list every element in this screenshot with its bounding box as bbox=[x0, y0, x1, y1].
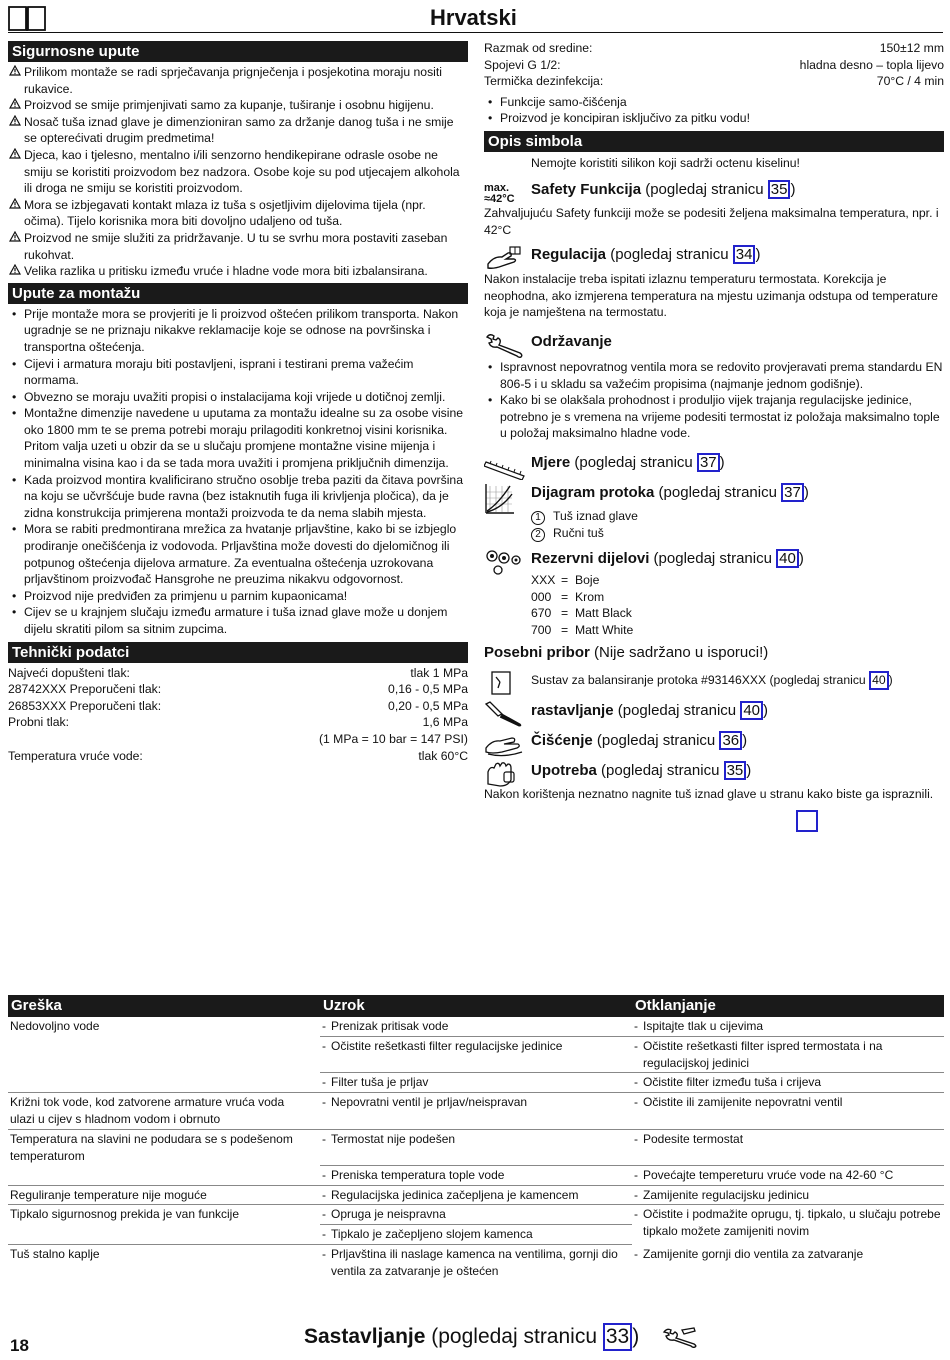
tech-row bbox=[8, 714, 468, 731]
tech-value: 1,6 MPa bbox=[422, 715, 468, 730]
title-divider bbox=[8, 32, 943, 33]
tech-label: Spojevi G 1/2: bbox=[484, 57, 561, 72]
tech-row bbox=[484, 40, 944, 57]
tech-row bbox=[8, 681, 468, 698]
maintenance-item: • Ispravnost nepovratnog ventila mora se redovito provjeravati prema standardu EN 806-5 i u skladu sa važećim propisima (najmanje jednom godišnje). bbox=[484, 359, 944, 392]
ref-text: (pogledaj stranicu bbox=[653, 549, 772, 567]
color-item bbox=[531, 622, 944, 639]
max-temp: ≈42°C bbox=[484, 192, 515, 205]
tech-table bbox=[8, 665, 468, 765]
ruler-icon bbox=[484, 452, 526, 480]
tech-value: 0,20 - 0,5 MPa bbox=[388, 698, 468, 713]
flow-diagram-icon bbox=[484, 482, 526, 516]
mounting-list bbox=[8, 306, 468, 638]
safety-text: Prilikom montaže se radi sprječavanja prignječenja i posjekotina moraju nositi rukavice. bbox=[24, 65, 442, 96]
mounting-heading: Upute za montažu bbox=[8, 283, 468, 304]
symbol-maintenance bbox=[484, 331, 944, 353]
color-list bbox=[531, 572, 944, 638]
fix-cell bbox=[632, 1245, 944, 1281]
warning-icon bbox=[9, 231, 21, 242]
fix-text: - Zamijenite regulacijsku jedinicu bbox=[634, 1187, 942, 1204]
cause-text: - Regulacijska jedinica začepljena je kamencem bbox=[322, 1187, 630, 1204]
cause-cell bbox=[320, 1165, 632, 1185]
cause-text: - Filter tuša je prljav bbox=[322, 1074, 630, 1091]
cause-text: - Termostat nije podešen bbox=[322, 1131, 630, 1148]
left-column bbox=[8, 41, 468, 764]
tech-label: Termička dezinfekcija: bbox=[484, 74, 604, 89]
cause-text: - Nepovratni ventil je prljav/neispravan bbox=[322, 1094, 630, 1111]
equals-sign: = bbox=[561, 572, 569, 587]
safety-item bbox=[8, 230, 468, 263]
fix-text: - Ispitajte tlak u cijevima bbox=[634, 1018, 942, 1035]
safety-text: Proizvod ne smije služiti za pridržavanje. U tu se svrhu mora postaviti zaseban rukohvat. bbox=[24, 230, 448, 262]
flow-balancer-icon bbox=[484, 668, 526, 696]
symbol-regulation bbox=[484, 244, 944, 266]
cause-cell bbox=[320, 1185, 632, 1205]
tech-label: Razmak od sredine: bbox=[484, 41, 593, 55]
safety-item bbox=[8, 114, 468, 147]
cause-cell bbox=[320, 1205, 632, 1225]
manual-book-icon bbox=[8, 6, 46, 32]
special-item-desc: Sustav za balansiranje protoka #93146XXX (pogledaj stranicu bbox=[531, 673, 866, 688]
page-title: Hrvatski bbox=[430, 5, 517, 30]
maintenance-item: • Kako bi se olakšala prohodnost i produljio vijek trajanja regulacijske jedinice, potrebno je s vremena na vrijeme podesiti termostat iz položaja maksimalno tople u položaj maksimalno hladne vode. bbox=[484, 392, 944, 442]
fault-cell: Tipkalo sigurnosnog prekida je van funkcije bbox=[10, 1207, 240, 1222]
cause-cell bbox=[320, 1073, 632, 1093]
spare-parts-title-text: Rezervni dijelovi bbox=[531, 549, 650, 567]
table-row bbox=[8, 1185, 944, 1205]
color-name: Boje bbox=[575, 572, 600, 587]
safety-item bbox=[8, 97, 468, 114]
legend-number: 1 bbox=[531, 511, 545, 525]
tech-value: tlak 60°C bbox=[418, 748, 468, 763]
cause-cell bbox=[320, 1225, 632, 1245]
spare-parts-icon bbox=[484, 548, 526, 576]
symbol-silicone bbox=[484, 155, 944, 175]
color-code: XXX bbox=[531, 572, 556, 587]
safety-text: Djeca, kao i tjelesno, mentalno i/ili senzorno hendikepirane odrasle osobe ne smiju se koristiti proizvodom bez nadzora. Osobe koje su pod utjecajem alkohola ili droga ne smiju se koristiti proizvodom. bbox=[24, 147, 460, 196]
page-ref-link[interactable]: 36 bbox=[719, 731, 742, 750]
tech-row bbox=[484, 73, 944, 90]
tech-heading: Tehnički podatci bbox=[8, 642, 468, 663]
table-header-row bbox=[8, 995, 944, 1017]
ref-text: (pogledaj stranicu bbox=[658, 483, 777, 501]
tech-bullet: • Proizvod je koncipiran isključivo za pitku vodu! bbox=[484, 110, 944, 127]
cause-cell bbox=[320, 1129, 632, 1165]
fault-cell: Tuš stalno kaplje bbox=[10, 1247, 100, 1262]
tech-row bbox=[8, 665, 468, 682]
symbol-cleaning bbox=[484, 730, 944, 752]
special-accessories-title bbox=[484, 642, 944, 664]
use-desc: Nakon korištenja neznatno nagnite tuš iznad glave u stranu kako biste ga ispraznili. bbox=[484, 787, 934, 802]
color-item bbox=[531, 589, 944, 606]
right-column bbox=[484, 40, 944, 805]
flow-diagram-title-text: Dijagram protoka bbox=[531, 483, 655, 501]
fix-cell bbox=[632, 1205, 944, 1245]
tech-value: 70°C / 4 min bbox=[876, 74, 944, 89]
fix-text: - Očistite rešetkasti filter ispred termostata i na regulacijskoj jedinici bbox=[634, 1038, 942, 1072]
color-code: 700 bbox=[531, 622, 552, 637]
fault-cell bbox=[8, 1165, 320, 1185]
safety-list bbox=[8, 64, 468, 280]
mounting-item: • Mora se rabiti predmontirana mrežica za hvatanje prljavštine, kako bi se izbjeglo prodiranje onečišćenja iz vodovoda. Prljavština može dovesti do djelomičnog ili potpunog oštećenja dijelova armature. Za eventualna oštećenja uzrokovana prljavštinom proizvođač Hansgrohe ne preuzima nikakvu odgovornost. bbox=[8, 521, 468, 587]
fix-cell bbox=[632, 1017, 944, 1036]
dimensions-title-text: Mjere bbox=[531, 453, 571, 471]
warning-icon bbox=[9, 98, 21, 109]
fault-cell: Reguliranje temperature nije moguće bbox=[8, 1185, 320, 1205]
safety-item bbox=[8, 197, 468, 230]
wrench-icon bbox=[484, 331, 526, 359]
cause-text: - Opruga je neispravna bbox=[322, 1206, 630, 1223]
ref-text: (pogledaj stranicu bbox=[617, 702, 737, 720]
tech-label: Temperatura vruće vode: bbox=[8, 748, 143, 763]
troubleshooting-table bbox=[8, 995, 944, 1281]
assembly-footer: Sastavljanje (pogledaj stranicu 33 ) bbox=[304, 1322, 639, 1352]
page-ref-link[interactable]: 40 bbox=[740, 701, 763, 720]
cause-text: - Preniska temperatura tople vode bbox=[322, 1167, 630, 1184]
flow-diagram-title: Dijagram protoka (pogledaj stranicu 37 ) bbox=[531, 483, 809, 501]
fault-cell bbox=[8, 1036, 320, 1073]
maintenance-title-text: Održavanje bbox=[531, 332, 612, 350]
color-item bbox=[531, 572, 944, 589]
safety-text: Velika razlika u pritisku između vruće i hladne vode mora biti izbalansirana. bbox=[24, 264, 428, 279]
special-note: (Nije sadržano u isporuci!) bbox=[594, 644, 769, 662]
mounting-item: • Cijev se u krajnjem slučaju između armature i tuša iznad glave može u donjem dijelu skratiti pilom sa sitnim zupcima. bbox=[8, 604, 468, 637]
tech-value: tlak 1 MPa bbox=[410, 665, 468, 680]
table-row bbox=[8, 1017, 944, 1036]
tech-row bbox=[8, 748, 468, 765]
tech-value: (1 MPa = 10 bar = 147 PSI) bbox=[318, 731, 468, 746]
tech-value: 0,16 - 0,5 MPa bbox=[388, 682, 468, 697]
color-name: Krom bbox=[575, 589, 605, 604]
ref-text: (pogledaj stranicu bbox=[601, 762, 720, 780]
cleaning-hand-icon bbox=[484, 730, 526, 758]
maintenance-list bbox=[484, 359, 944, 442]
table-row bbox=[8, 1036, 944, 1073]
column-header-fix: Otklanjanje bbox=[632, 995, 944, 1017]
ref-text: (pogledaj stranicu bbox=[574, 453, 693, 471]
cause-cell bbox=[320, 1093, 632, 1130]
disassembly-title: rastavljanje (pogledaj stranicu 40 ) bbox=[531, 702, 768, 720]
safety-text: Proizvod se smije primjenjivati samo za kupanje, tuširanje i osobnu higijenu. bbox=[24, 98, 434, 113]
page-ref-link[interactable]: 34 bbox=[733, 245, 756, 264]
cause-text: - Tipkalo je začepljeno slojem kamenca bbox=[322, 1226, 630, 1243]
page-ref-link[interactable]: 35 bbox=[724, 761, 747, 780]
symbol-dimensions bbox=[484, 452, 944, 474]
legend-number: 2 bbox=[531, 528, 545, 542]
fault-cell: Temperatura na slavini ne podudara se s podešenom temperaturom bbox=[10, 1131, 293, 1163]
legend-label: Tuš iznad glave bbox=[553, 508, 638, 523]
table-row bbox=[8, 1205, 944, 1225]
column-header-cause: Uzrok bbox=[320, 995, 632, 1017]
legend-item bbox=[531, 508, 944, 525]
fix-text: - Očistite i podmažite oprugu, tj. tipkalo, u slučaju potrebe tipkalo možete zamijeniti novim bbox=[634, 1206, 942, 1240]
disassembly-title-text: rastavljanje bbox=[531, 702, 614, 720]
special-item-text: Sustav za balansiranje protoka #93146XXX (pogledaj stranicu 40 ) bbox=[531, 668, 944, 690]
safety-item bbox=[8, 64, 468, 97]
tech-value: hladna desno – topla lijevo bbox=[799, 57, 944, 72]
mounting-item: • Proizvod nije predviđen za primjenu u parnim kupaonicama! bbox=[8, 588, 468, 605]
cause-text: - Očistite rešetkasti filter regulacijske jedinice bbox=[322, 1038, 630, 1055]
fix-cell bbox=[632, 1036, 944, 1073]
warning-icon bbox=[9, 65, 21, 76]
cause-cell bbox=[320, 1036, 632, 1073]
cause-text: - Prljavština ili naslage kamenca na ventilima, gornji dio ventila za zatvaranje je oštećen bbox=[322, 1246, 630, 1280]
fix-text: - Očistite ili zamijenite nepovratni ventil bbox=[634, 1094, 942, 1111]
cleaning-title: Čišćenje (pogledaj stranicu 36 ) bbox=[531, 732, 748, 750]
use-title: Upotreba (pogledaj stranicu 35 ) bbox=[531, 762, 752, 780]
column-header-fault: Greška bbox=[8, 995, 320, 1017]
safety-item bbox=[8, 147, 468, 197]
safety-title: Safety Funkcija (pogledaj stranicu 35 ) bbox=[531, 180, 796, 198]
fault-cell bbox=[8, 1225, 320, 1245]
spare-parts-title: Rezervni dijelovi (pogledaj stranicu 40 ) bbox=[531, 549, 804, 567]
table-row bbox=[8, 1245, 944, 1281]
tech-label: 28742XXX Preporučeni tlak: bbox=[8, 682, 162, 697]
use-title-text: Upotreba bbox=[531, 762, 597, 780]
special-item bbox=[484, 668, 944, 698]
mounting-item: • Cijevi i armatura moraju biti postavljeni, isprani i testirani prema važećim normama. bbox=[8, 356, 468, 389]
warning-icon bbox=[9, 264, 21, 275]
tech-bullet: • Funkcije samo-čišćenja bbox=[484, 94, 944, 111]
fault-cell: Nedovoljno vode bbox=[10, 1019, 100, 1033]
ref-text: (pogledaj stranicu bbox=[645, 180, 764, 198]
regulation-title-text: Regulacija bbox=[531, 246, 607, 264]
mounting-item: • Obvezno se moraju uvažiti propisi o instalacijama koji vrijede u dotičnoj zemlji. bbox=[8, 389, 468, 406]
color-code: 000 bbox=[531, 589, 552, 604]
max-temperature-icon bbox=[484, 183, 526, 211]
page-ref-link[interactable]: 40 bbox=[776, 549, 799, 568]
symbol-disassembly bbox=[484, 700, 944, 722]
warning-icon bbox=[9, 148, 21, 159]
table-row bbox=[8, 1129, 944, 1165]
mounting-item: • Montažne dimenzije navedene u uputama za montažu idealne su za osobe visine oko 1800 mm te se prema potrebi moraju prilagoditi konkretnoj visini korisnika. Pritom valja uzeti u obzir da se u slučaju promjene montažne visine mijenja i minimalna visina kao i da se tada mora uvažiti i promjena priključnih dimenzija. bbox=[8, 405, 468, 471]
symbols-heading: Opis simbola bbox=[484, 131, 944, 152]
safety-item bbox=[8, 263, 468, 280]
safety-desc: Zahvaljujuću Safety funkciji može se podesiti željena maksimalna temperatura, npr. i 42°C bbox=[484, 205, 939, 237]
table-row bbox=[8, 1165, 944, 1185]
safety-text: Mora se izbjegavati kontakt mlaza iz tuša s osjetljivim dijelovima tijela (npr. očima). Tijelo korisnika mora biti dovoljno udaljeno od tuša. bbox=[24, 197, 426, 229]
dimensions-title: Mjere (pogledaj stranicu 37 ) bbox=[531, 453, 725, 471]
special-title-text: Posebni pribor bbox=[484, 644, 590, 662]
fix-text: - Povećajte tempereturu vruće vode na 42-60 °C bbox=[634, 1167, 942, 1184]
flow-diagram-legend bbox=[531, 508, 944, 542]
hand-adjust-icon bbox=[484, 244, 526, 272]
symbol-use bbox=[484, 760, 944, 782]
tech-row bbox=[484, 57, 944, 74]
table-row bbox=[8, 1093, 944, 1130]
legend-label: Ručni tuš bbox=[553, 525, 604, 540]
fix-text: - Očistite filter između tuša i crijeva bbox=[634, 1074, 942, 1091]
silicone-text: Nemojte koristiti silikon koji sadrži octenu kiselinu! bbox=[531, 155, 800, 170]
screwdriver-icon bbox=[484, 700, 526, 728]
fix-cell bbox=[632, 1165, 944, 1185]
tech-row bbox=[8, 698, 468, 715]
tech-label: Probni tlak: bbox=[8, 715, 69, 730]
wrench-icon bbox=[662, 1326, 698, 1348]
tech-row bbox=[8, 731, 468, 748]
symbol-flow-diagram bbox=[484, 482, 944, 542]
mounting-item: • Kada proizvod montira kvalificirano stručno osoblje treba paziti da čitava površina na koju se učvršćuje bude ravna (bez istaknutih fuga ili krivljenja pločica), da je zidna konstrukcija primjerena montaži proizvoda te da nema slabih mjesta. bbox=[8, 472, 468, 522]
cleaning-title-text: Čišćenje bbox=[531, 732, 593, 750]
color-name: Matt Black bbox=[575, 606, 632, 621]
tech-label: Najveći dopušteni tlak: bbox=[8, 665, 130, 680]
fix-cell bbox=[632, 1073, 944, 1093]
empty-page-ref-box[interactable] bbox=[796, 810, 818, 832]
safety-heading: Sigurnosne upute bbox=[8, 41, 468, 62]
fix-cell bbox=[632, 1185, 944, 1205]
tech-bullets bbox=[484, 94, 944, 127]
page-ref-link[interactable]: 33 bbox=[603, 1323, 632, 1351]
legend-item bbox=[531, 525, 944, 542]
warning-icon bbox=[9, 198, 21, 209]
fix-cell bbox=[632, 1129, 944, 1165]
equals-sign: = bbox=[561, 606, 569, 621]
regulation-title: Regulacija (pogledaj stranicu 34 ) bbox=[531, 246, 761, 264]
equals-sign: = bbox=[561, 589, 569, 604]
equals-sign: = bbox=[561, 622, 569, 637]
fix-cell bbox=[632, 1093, 944, 1130]
fix-text: - Podesite termostat bbox=[634, 1131, 942, 1148]
page-ref-link[interactable]: 37 bbox=[781, 483, 804, 502]
fault-cell: Križni tok vode, kod zatvorene armature vruća voda ulazi u cijev s hladnom vodom i obrnuto bbox=[8, 1093, 320, 1130]
fault-cell bbox=[8, 1073, 320, 1093]
regulation-desc: Nakon instalacije treba ispitati izlaznu temperaturu termostata. Korekcija je neophodna, ako izmjerena temperatura na mjestu uzimanja odstupa od temperature koja je namještena na termostatu. bbox=[484, 272, 938, 320]
ref-text: (pogledaj stranicu bbox=[596, 732, 716, 750]
table-row bbox=[8, 1073, 944, 1093]
color-name: Matt White bbox=[575, 622, 634, 637]
ref-text: (pogledaj stranicu bbox=[431, 1325, 598, 1348]
assembly-title: Sastavljanje bbox=[304, 1325, 426, 1348]
safety-title-text: Safety Funkcija bbox=[531, 180, 642, 198]
color-code: 670 bbox=[531, 606, 552, 621]
mounting-item: • Prije montaže mora se provjeriti je li proizvod oštećen prilikom transporta. Nakon ugradnje se ne priznaju nikakve reklamacije koje se odnose na površinska i transportna oštećenja. bbox=[8, 306, 468, 356]
tech-value: 150±12 mm bbox=[879, 41, 944, 55]
page-ref-link[interactable]: 37 bbox=[697, 453, 720, 472]
max-label: max. bbox=[484, 181, 510, 194]
page-ref-link[interactable]: 35 bbox=[768, 180, 791, 199]
cause-text: - Prenizak pritisak vode bbox=[322, 1018, 630, 1035]
safety-text: Nosač tuša iznad glave je dimenzioniran samo za držanje danog tuša i ne smije se opterećivati drugim predmetima! bbox=[24, 114, 454, 146]
page-number: 18 bbox=[10, 1336, 29, 1355]
tech-label: 26853XXX Preporučeni tlak: bbox=[8, 698, 162, 713]
ref-text: (pogledaj stranicu bbox=[610, 246, 729, 264]
page-ref-link[interactable]: 40 bbox=[869, 671, 889, 690]
symbol-safety bbox=[484, 179, 944, 203]
cause-cell bbox=[320, 1245, 632, 1281]
warning-icon bbox=[9, 115, 21, 126]
hand-use-icon bbox=[484, 760, 526, 788]
cause-cell bbox=[320, 1017, 632, 1036]
maintenance-title bbox=[531, 331, 944, 353]
symbol-spare-parts bbox=[484, 548, 944, 638]
color-item bbox=[531, 605, 944, 622]
fix-text: - Zamijenite gornji dio ventila za zatvaranje bbox=[634, 1246, 942, 1263]
